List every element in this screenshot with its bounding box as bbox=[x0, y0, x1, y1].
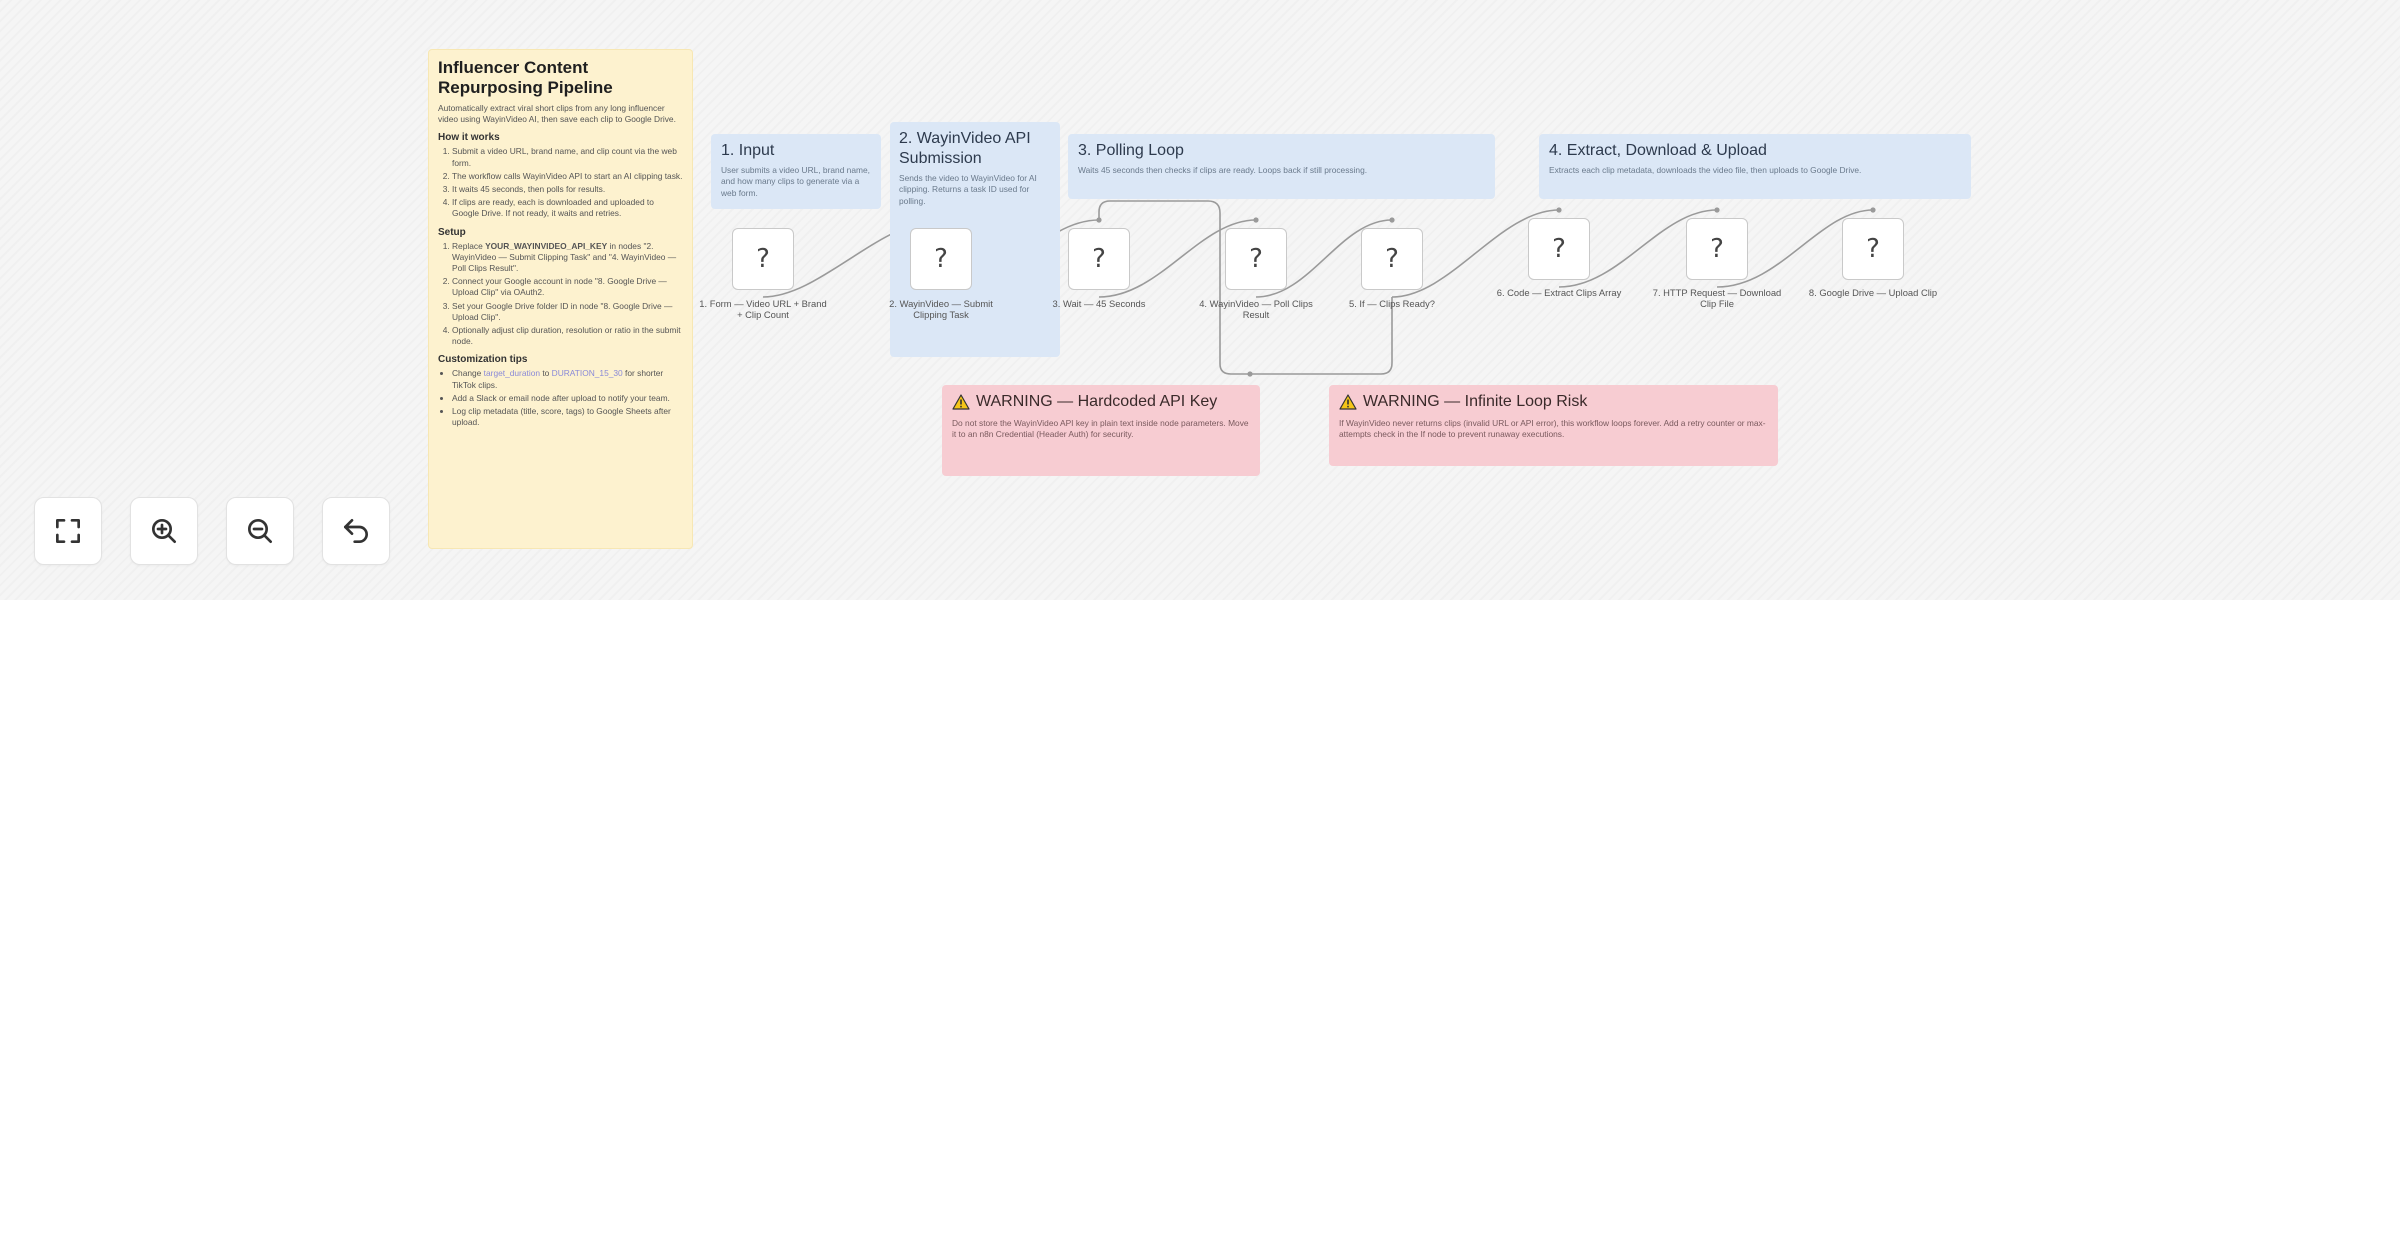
zoom-out-icon bbox=[244, 515, 276, 547]
fullscreen-icon bbox=[52, 515, 84, 547]
node-wait-45-seconds[interactable] bbox=[1068, 228, 1130, 290]
list-item: 4. If clips are ready, each is downloaded and uploaded to Google Drive. If not ready, it waits and retries. bbox=[452, 197, 683, 219]
setup-heading: Setup bbox=[438, 226, 466, 238]
group-description: Sends the video to WayinVideo for AI clipping. Returns a task ID used for polling. bbox=[899, 173, 1037, 206]
list-item bbox=[452, 241, 683, 275]
list-item: 2. Connect your Google account in node "8. Google Drive — Upload Clip" via OAuth2. bbox=[452, 276, 683, 298]
customization-list bbox=[438, 368, 683, 428]
customization-heading: Customization tips bbox=[438, 354, 528, 366]
list-item: 4. Optionally adjust clip duration, resolution or ratio in the submit node. bbox=[452, 325, 683, 347]
group-polling-note[interactable] bbox=[1068, 134, 1495, 199]
unknown-node-icon: ? bbox=[1092, 244, 1106, 274]
node-label: 5. If — Clips Ready? bbox=[1349, 298, 1435, 309]
code-snippet: DURATION_15_30 bbox=[551, 368, 623, 379]
unknown-node-icon: ? bbox=[1710, 234, 1724, 264]
group-description: Waits 45 seconds then checks if clips are ready. Loops back if still processing. bbox=[1078, 165, 1368, 175]
warning-icon bbox=[952, 394, 970, 410]
tip-text: for shorter TikTok clips. bbox=[452, 368, 664, 390]
zoom-out-button[interactable] bbox=[226, 497, 294, 565]
zoom-in-icon bbox=[148, 515, 180, 547]
warning-loop-note[interactable] bbox=[1329, 385, 1778, 466]
reset-view-button[interactable] bbox=[322, 497, 390, 565]
warning-description: Do not store the WayinVideo API key in plain text inside node parameters. Move it to an n8n Credential (Header Auth) for security. bbox=[952, 418, 1249, 440]
warning-title: WARNING — Hardcoded API Key bbox=[976, 393, 1218, 410]
how-it-works-list bbox=[438, 146, 683, 219]
group-extract-note[interactable] bbox=[1539, 134, 1971, 199]
node-submit-clipping-task[interactable] bbox=[910, 228, 972, 290]
node-label: 6. Code — Extract Clips Array bbox=[1496, 287, 1622, 298]
how-it-works-heading: How it works bbox=[438, 132, 500, 144]
unknown-node-icon: ? bbox=[756, 244, 770, 274]
setup-step-text: Replace bbox=[452, 240, 486, 251]
group-description: User submits a video URL, brand name, and how many clips to generate via a web form. bbox=[721, 165, 870, 198]
warning-title: WARNING — Infinite Loop Risk bbox=[1363, 393, 1588, 410]
node-label: 1. Form — Video URL + Brand + Clip Count bbox=[699, 298, 827, 320]
group-title: 2. WayinVideo API Submission bbox=[899, 130, 1031, 167]
list-item: 1. Submit a video URL, brand name, and clip count via the web form. bbox=[452, 146, 683, 168]
node-label: 3. Wait — 45 Seconds bbox=[1052, 298, 1146, 309]
undo-icon bbox=[340, 515, 372, 547]
tip-text: to bbox=[540, 368, 552, 379]
unknown-node-icon: ? bbox=[934, 244, 948, 274]
group-title: 4. Extract, Download & Upload bbox=[1549, 142, 1767, 159]
node-google-drive-upload[interactable] bbox=[1842, 218, 1904, 280]
overview-sticky-note[interactable] bbox=[428, 49, 693, 549]
list-item: • Add a Slack or email node after upload to notify your team. bbox=[452, 393, 683, 404]
node-poll-clips-result[interactable] bbox=[1225, 228, 1287, 290]
workflow-title: Influencer Content Repurposing Pipeline bbox=[438, 58, 613, 97]
unknown-node-icon: ? bbox=[1249, 244, 1263, 274]
warning-api-key-note[interactable] bbox=[942, 385, 1260, 476]
setup-list bbox=[438, 241, 683, 348]
list-item: 3. It waits 45 seconds, then polls for results. bbox=[452, 184, 683, 195]
warning-description: If WayinVideo never returns clips (invalid URL or API error), this workflow loops forever. Add a retry counter or max-attempts check in the If node to prevent runaway executions. bbox=[1339, 418, 1766, 440]
list-item: 3. Set your Google Drive folder ID in node "8. Google Drive — Upload Clip". bbox=[452, 301, 683, 323]
group-description: Extracts each clip metadata, downloads the video file, then uploads to Google Drive. bbox=[1549, 165, 1862, 175]
list-item: 2. The workflow calls WayinVideo API to start an AI clipping task. bbox=[452, 171, 683, 182]
node-form-input[interactable] bbox=[732, 228, 794, 290]
workflow-intro: Automatically extract viral short clips from any long influencer video using WayinVideo AI, then save each clip to Google Drive. bbox=[438, 103, 676, 125]
unknown-node-icon: ? bbox=[1866, 234, 1880, 264]
node-label: 2. WayinVideo — Submit Clipping Task bbox=[889, 298, 993, 320]
unknown-node-icon: ? bbox=[1385, 244, 1399, 274]
node-label: 8. Google Drive — Upload Clip bbox=[1808, 287, 1938, 298]
node-if-clips-ready[interactable] bbox=[1361, 228, 1423, 290]
node-label: 4. WayinVideo — Poll Clips Result bbox=[1199, 298, 1313, 320]
group-input-note[interactable] bbox=[711, 134, 881, 209]
node-label: 7. HTTP Request — Download Clip File bbox=[1652, 287, 1782, 309]
fit-view-button[interactable] bbox=[34, 497, 102, 565]
list-item bbox=[452, 368, 683, 390]
unknown-node-icon: ? bbox=[1552, 234, 1566, 264]
zoom-in-button[interactable] bbox=[130, 497, 198, 565]
api-key-placeholder: YOUR_WAYINVIDEO_API_KEY bbox=[485, 240, 608, 251]
group-title: 1. Input bbox=[721, 142, 775, 159]
node-code-extract-clips[interactable] bbox=[1528, 218, 1590, 280]
warning-icon bbox=[1339, 394, 1357, 410]
workflow-canvas[interactable] bbox=[0, 0, 2400, 600]
tip-text: Change bbox=[452, 368, 484, 379]
setup-step-text: in nodes "2. WayinVideo — Submit Clipping Task" and "4. WayinVideo — Poll Clips Result". bbox=[452, 240, 677, 274]
group-title: 3. Polling Loop bbox=[1078, 142, 1184, 159]
code-snippet: target_duration bbox=[483, 368, 541, 379]
node-http-download-clip[interactable] bbox=[1686, 218, 1748, 280]
list-item: • Log clip metadata (title, score, tags) to Google Sheets after upload. bbox=[452, 406, 683, 428]
